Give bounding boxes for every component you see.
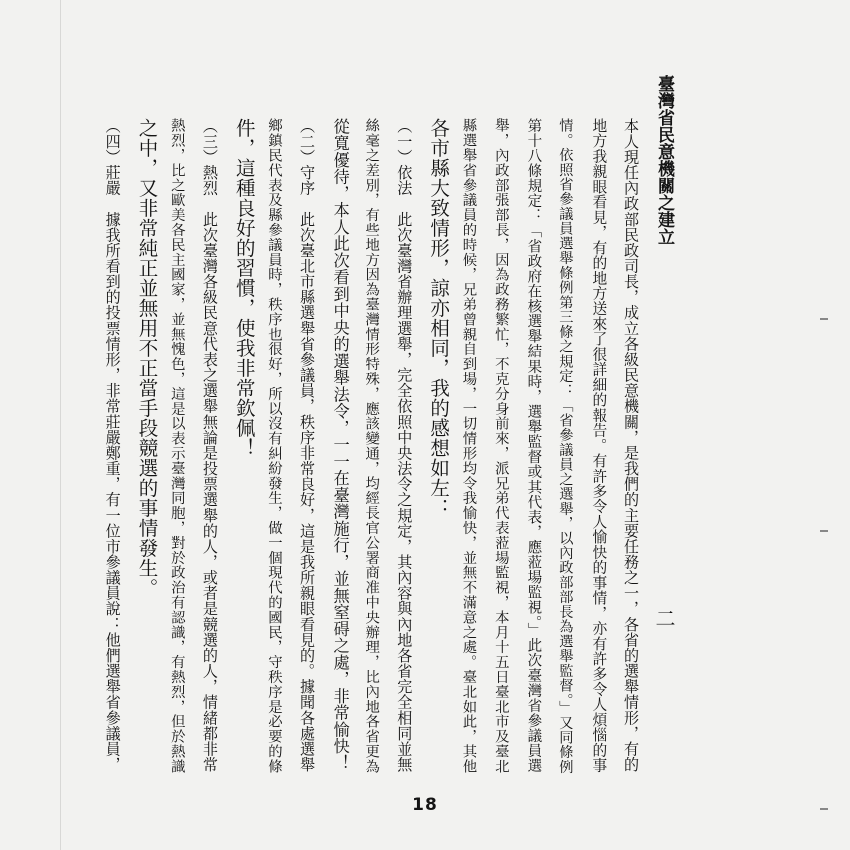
text-column: 各市縣大致情形，諒亦相同，我的感想如左： <box>427 118 451 518</box>
text-column: （二）守序 此次臺北市縣選舉省參議員，秩序非常良好，這是我所親眼看見的。據聞各處選舉 <box>298 118 317 773</box>
scan-margin-line <box>60 0 61 850</box>
text-column: 地方我親眼看見，有的地方送來了很詳細的報告。有許多令人愉快的事情，亦有許多令人煩惱的事 <box>590 118 608 773</box>
text-column: （三）熱烈 此次臺灣各級民意代表之選舉無論是投票選舉的人，或者是競選的人，情緒都非常 <box>200 118 219 773</box>
text-column: 從寬優待，本人此次看到中央的選舉法令，一一在臺灣施行，並無窒碍之處，非常愉快！ <box>330 118 350 772</box>
page-number: 18 <box>412 795 438 815</box>
text-column: 之中，又非常純正並無用不正當手段競選的事情發生。 <box>135 118 159 598</box>
text-column: 件，這種良好的習慣，使我非常欽佩！ <box>232 118 256 458</box>
edge-tick <box>820 808 828 810</box>
text-column: 第十八條規定：「省政府在核選舉結果時，選舉監督或其代表，應蒞場監視。」此次臺灣省參議員選 <box>525 118 543 774</box>
edge-tick <box>820 530 828 532</box>
text-column: 鄉鎮民代表及縣參議員時，秩序也很好，所以沒有糾紛發生，做一個現代的國民，守秩序是必要的條 <box>266 118 282 774</box>
text-column: 絲毫之差別，有些地方因為臺灣情形特殊，應該變通，均經長官公署商准中央辦理，比內地各省更為 <box>363 118 380 774</box>
text-column: 本人現任內政部民政司長，成立各級民意機關，是我們的主要任務之一，各省的選舉情形，有的 <box>622 118 641 773</box>
text-column: 情。依照省參議員選舉條例第三條之規定：「省參議員之選舉，以內政部部長為選舉監督。」又同條例 <box>557 118 574 775</box>
edge-tick <box>820 318 828 320</box>
chapter-folio: 二 <box>652 608 676 628</box>
text-column: 熱烈，比之歐美各民主國家，並無愧色，這是以表示臺灣同胞，對於政治有認識，有熱烈，但於熱識 <box>168 118 185 774</box>
text-column: 縣選舉省參議員的時候，兄弟曾親自到場，一切情形均令我愉快，並無不滿意之處。臺北如此，其他 <box>460 118 477 774</box>
running-head: 臺灣省民意機關之建立 <box>654 75 674 245</box>
text-column: （四）莊嚴 據我所看到的投票情形，非常莊嚴鄭重，有一位市參議員說：他們選舉省參議員， <box>103 118 122 773</box>
text-column: （一）依法 此次臺灣省辦理選舉，完全依照中央法令之規定，其內容與內地各省完全相同並無 <box>395 118 414 773</box>
text-column: 舉，內政部張部長，因為政務繁忙，不克分身前來，派兄弟代表蒞場監視，本月十五日臺北市及臺北 <box>492 118 509 774</box>
